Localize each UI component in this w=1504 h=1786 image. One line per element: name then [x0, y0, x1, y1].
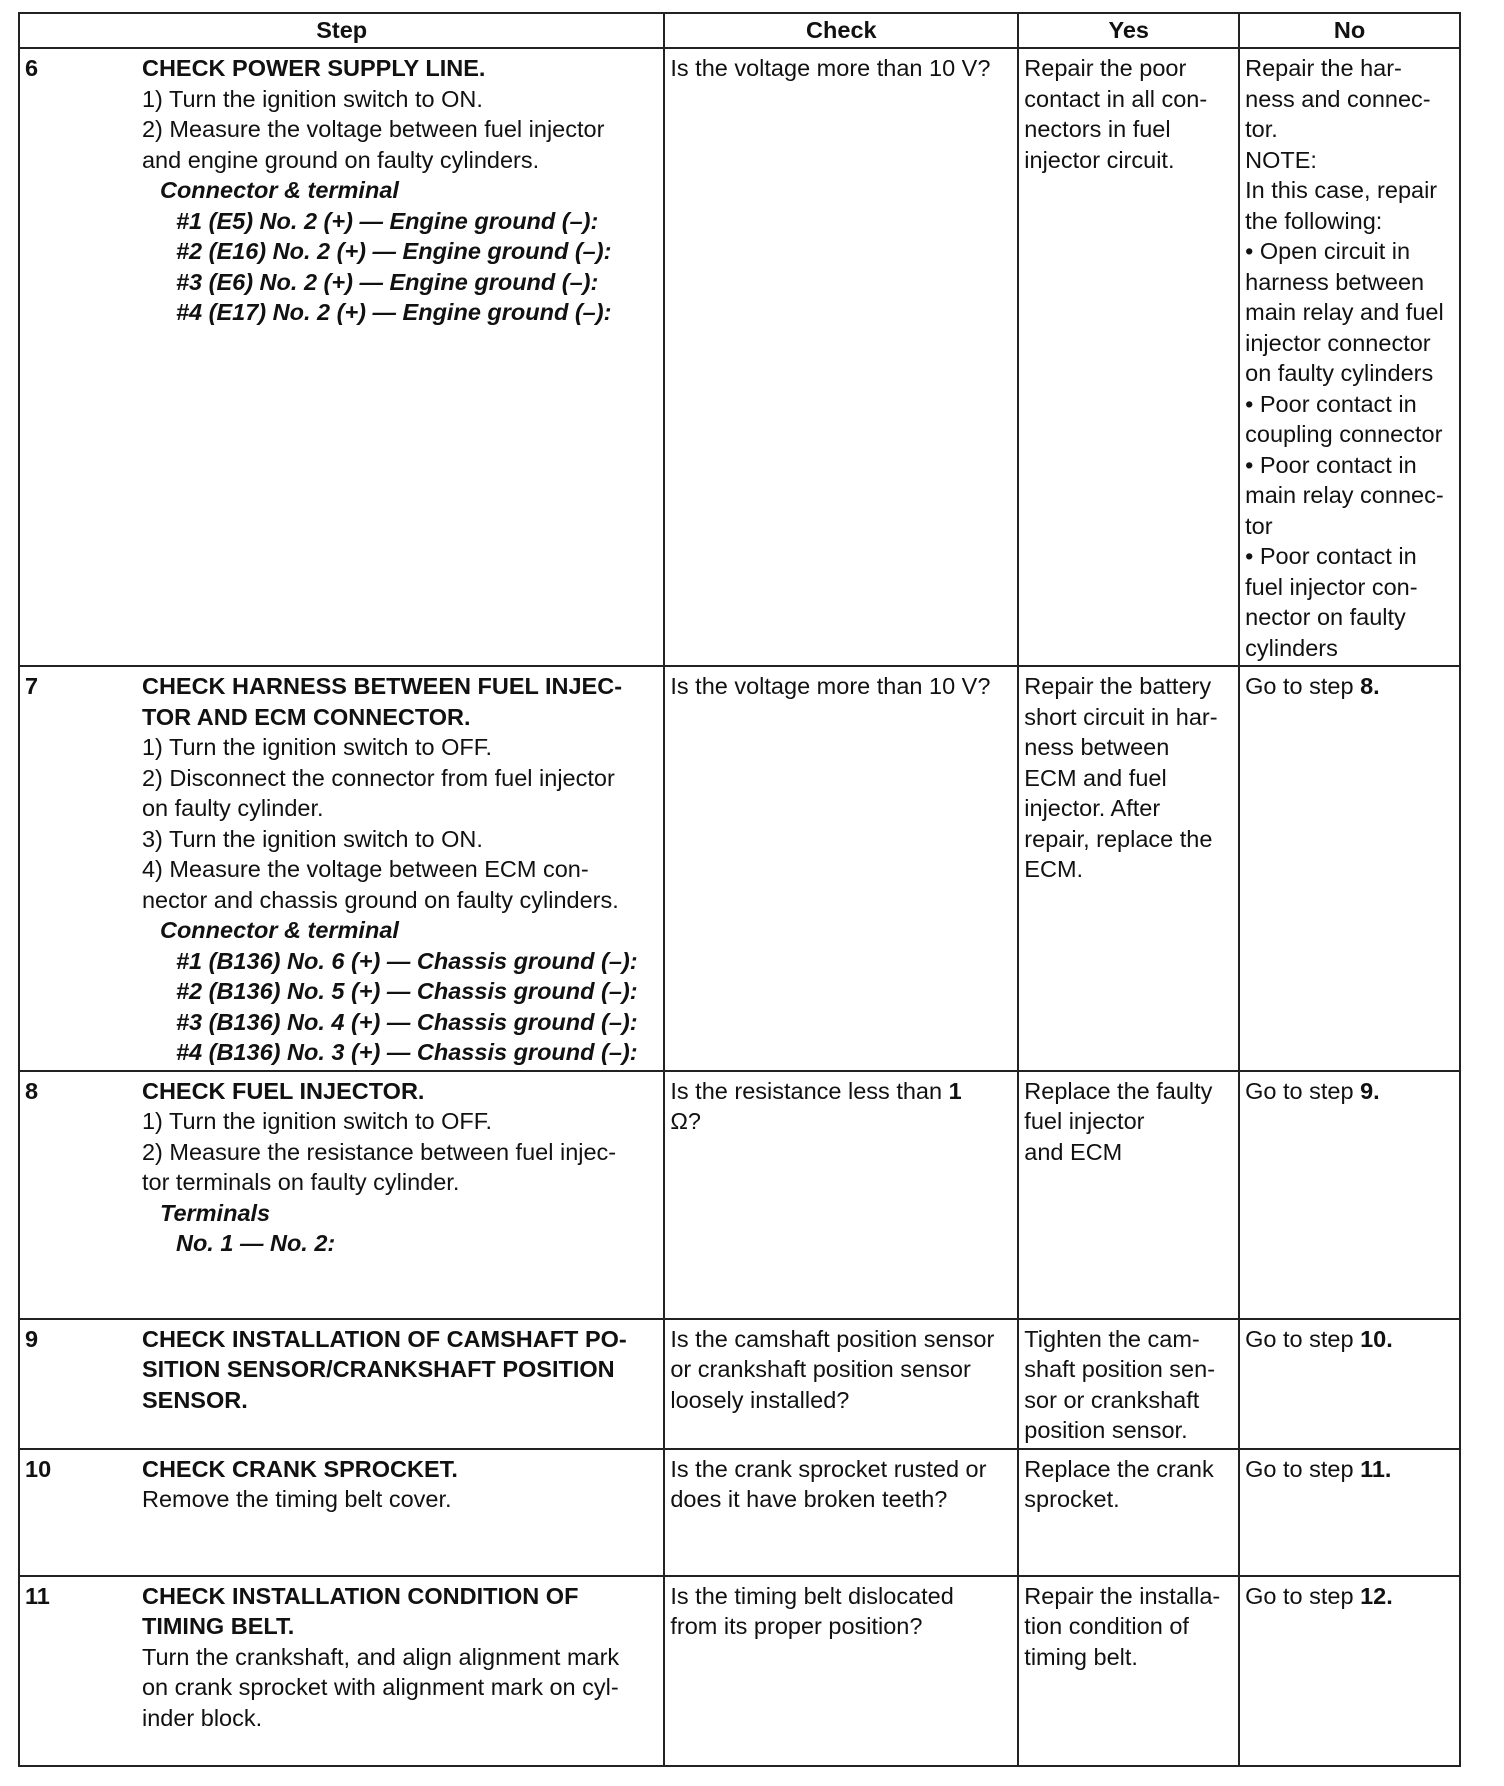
check-cell	[664, 1319, 1018, 1449]
step-row-9	[19, 1319, 1460, 1449]
no-line: NOTE:	[1245, 146, 1317, 173]
yes-line: contact in all con-	[1024, 85, 1208, 112]
yes-line: injector. After	[1024, 795, 1161, 821]
step-description	[137, 1071, 664, 1319]
step-line: on faulty cylinder.	[141, 795, 324, 821]
yes-line: Repair the battery	[1024, 673, 1212, 699]
check-line: does it have broken teeth?	[670, 1486, 948, 1512]
no-line: • Poor contact in	[1245, 390, 1417, 417]
connector-item: #4 (B136) No. 3 (+) — Chassis ground (–):	[175, 1039, 638, 1065]
step-line: Turn the crankshaft, and align alignment mark	[141, 1643, 620, 1670]
check-cell	[664, 1071, 1018, 1319]
yes-line: position sensor.	[1024, 1417, 1188, 1443]
yes-line: tion condition of	[1024, 1613, 1189, 1639]
next-step-number: 8.	[1360, 673, 1380, 699]
no-line: In this case, repair	[1245, 177, 1438, 203]
step-description	[137, 1319, 664, 1449]
no-line: • Poor contact in	[1245, 451, 1417, 478]
step-description	[137, 1576, 664, 1766]
yes-line: sprocket.	[1024, 1486, 1120, 1512]
connector-item: #2 (B136) No. 5 (+) — Chassis ground (–):	[175, 978, 638, 1004]
check-cell	[664, 1449, 1018, 1576]
yes-line: Replace the crank	[1024, 1455, 1214, 1482]
no-line: fuel injector con-	[1245, 573, 1418, 600]
check-line: or crankshaft position sensor	[670, 1356, 971, 1382]
yes-cell	[1018, 1449, 1239, 1576]
step-line: 2) Disconnect the connector from fuel injector	[141, 764, 615, 791]
connector-label: Connector & terminal	[159, 177, 399, 203]
no-cell	[1239, 1449, 1460, 1576]
check-cell	[664, 1576, 1018, 1766]
step-title: CHECK INSTALLATION CONDITION OF	[141, 1582, 579, 1609]
header-yes: Yes	[1018, 13, 1239, 48]
connector-item: #1 (B136) No. 6 (+) — Chassis ground (–):	[175, 947, 638, 974]
step-number: 9	[19, 1319, 137, 1449]
yes-line: injector circuit.	[1024, 146, 1175, 173]
header-check: Check	[664, 13, 1018, 48]
diagnostic-table	[18, 12, 1461, 1767]
step-row-10	[19, 1449, 1460, 1576]
next-step-number: 11.	[1360, 1455, 1392, 1482]
yes-line: sor or crankshaft	[1024, 1386, 1200, 1413]
step-title: TIMING BELT.	[141, 1613, 295, 1639]
step-line: and engine ground on faulty cylinders.	[141, 146, 540, 173]
step-row-7	[19, 666, 1460, 1071]
no-line: on faulty cylinders	[1245, 360, 1434, 386]
yes-line: nectors in fuel	[1024, 116, 1171, 142]
step-line: 2) Measure the resistance between fuel injec-	[141, 1138, 617, 1165]
step-title: SITION SENSOR/CRANKSHAFT POSITION	[141, 1356, 615, 1382]
step-line: 4) Measure the voltage between ECM con-	[141, 856, 589, 882]
header-row	[19, 13, 1460, 48]
step-number: 10	[19, 1449, 137, 1576]
step-line: 1) Turn the ignition switch to OFF.	[141, 734, 493, 760]
connector-label: Connector & terminal	[159, 917, 399, 943]
step-number: 11	[19, 1576, 137, 1766]
no-text: Go to step	[1245, 1455, 1361, 1482]
step-number: 6	[19, 48, 137, 666]
no-cell	[1239, 666, 1460, 1071]
step-description	[137, 1449, 664, 1576]
next-step-number: 10.	[1360, 1325, 1393, 1352]
yes-line: short circuit in har-	[1024, 703, 1218, 730]
step-title: CHECK HARNESS BETWEEN FUEL INJEC-	[141, 673, 623, 699]
yes-line: repair, replace the	[1024, 825, 1213, 852]
connector-item: #4 (E17) No. 2 (+) — Engine ground (–):	[175, 299, 612, 325]
no-line: tor.	[1245, 116, 1278, 142]
step-line: inder block.	[141, 1704, 263, 1731]
no-line: the following:	[1245, 207, 1383, 234]
yes-cell	[1018, 666, 1239, 1071]
connector-item: #2 (E16) No. 2 (+) — Engine ground (–):	[175, 238, 612, 264]
yes-line: Repair the installa-	[1024, 1582, 1221, 1609]
step-line: 3) Turn the ignition switch to ON.	[141, 825, 483, 852]
step-title: SENSOR.	[141, 1386, 248, 1413]
no-text: Go to step	[1245, 1582, 1361, 1609]
no-line: cylinders	[1245, 634, 1338, 661]
check-text: Is the resistance less than	[670, 1077, 949, 1104]
no-line: injector connector	[1245, 329, 1431, 356]
no-cell	[1239, 48, 1460, 666]
yes-cell	[1018, 1071, 1239, 1319]
yes-cell	[1018, 1319, 1239, 1449]
check-line: Is the timing belt dislocated	[670, 1582, 954, 1609]
yes-line: ness between	[1024, 734, 1170, 760]
yes-line: timing belt.	[1024, 1643, 1138, 1670]
terminals-label: Terminals	[159, 1199, 271, 1226]
no-cell	[1239, 1576, 1460, 1766]
step-line: 1) Turn the ignition switch to OFF.	[141, 1108, 493, 1134]
step-row-11	[19, 1576, 1460, 1766]
step-number: 7	[19, 666, 137, 1071]
connector-item: #3 (E6) No. 2 (+) — Engine ground (–):	[175, 268, 599, 295]
step-description	[137, 666, 664, 1071]
no-line: main relay and fuel	[1245, 299, 1444, 325]
step-title: CHECK FUEL INJECTOR.	[141, 1077, 425, 1104]
check-cell: Is the voltage more than 10 V?	[664, 666, 1018, 1071]
next-step-number: 12.	[1360, 1582, 1393, 1609]
terminal-item: No. 1 — No. 2:	[175, 1230, 336, 1256]
step-title: CHECK POWER SUPPLY LINE.	[141, 55, 486, 81]
step-title: CHECK INSTALLATION OF CAMSHAFT PO-	[141, 1325, 627, 1352]
yes-line: fuel injector	[1024, 1108, 1145, 1134]
step-title: CHECK CRANK SPROCKET.	[141, 1455, 458, 1482]
check-unit: Ω?	[670, 1108, 701, 1134]
no-line: Repair the har-	[1245, 55, 1402, 81]
connector-item: #1 (E5) No. 2 (+) — Engine ground (–):	[175, 207, 599, 234]
step-line: nector and chassis ground on faulty cylinders.	[141, 886, 619, 913]
step-line: on crank sprocket with alignment mark on cyl-	[141, 1674, 619, 1700]
yes-line: Tighten the cam-	[1024, 1325, 1200, 1352]
yes-line: shaft position sen-	[1024, 1356, 1216, 1382]
no-line: coupling connector	[1245, 421, 1443, 447]
step-line: 1) Turn the ignition switch to ON.	[141, 85, 483, 112]
next-step-number: 9.	[1360, 1077, 1380, 1104]
check-line: Is the crank sprocket rusted or	[670, 1455, 987, 1482]
yes-line: Repair the poor	[1024, 55, 1187, 81]
no-text: Go to step	[1245, 1325, 1361, 1352]
no-cell	[1239, 1071, 1460, 1319]
header-step: Step	[19, 13, 664, 48]
check-cell: Is the voltage more than 10 V?	[664, 48, 1018, 666]
yes-line: ECM.	[1024, 856, 1084, 882]
check-line: Is the camshaft position sensor	[670, 1325, 995, 1352]
check-value: 1	[948, 1077, 962, 1104]
no-line: harness between	[1245, 268, 1425, 295]
yes-cell	[1018, 1576, 1239, 1766]
step-line: Remove the timing belt cover.	[141, 1486, 452, 1512]
step-title: TOR AND ECM CONNECTOR.	[141, 703, 471, 730]
no-line: • Poor contact in	[1245, 543, 1417, 569]
no-text: Go to step	[1245, 673, 1361, 699]
yes-cell	[1018, 48, 1239, 666]
check-line: from its proper position?	[670, 1613, 923, 1639]
no-line: nector on faulty	[1245, 604, 1406, 630]
no-line: • Open circuit in	[1245, 238, 1411, 264]
no-line: tor	[1245, 512, 1273, 539]
step-number: 8	[19, 1071, 137, 1319]
step-line: tor terminals on faulty cylinder.	[141, 1169, 460, 1195]
check-line: loosely installed?	[670, 1386, 850, 1413]
no-line: main relay connec-	[1245, 482, 1444, 508]
yes-line: and ECM	[1024, 1138, 1123, 1165]
yes-line: Replace the faulty	[1024, 1077, 1213, 1104]
no-text: Go to step	[1245, 1077, 1361, 1104]
header-no: No	[1239, 13, 1460, 48]
no-line: ness and connec-	[1245, 85, 1431, 112]
step-row-6	[19, 48, 1460, 666]
no-cell	[1239, 1319, 1460, 1449]
connector-item: #3 (B136) No. 4 (+) — Chassis ground (–):	[175, 1008, 638, 1035]
step-line: 2) Measure the voltage between fuel injector	[141, 116, 605, 142]
step-description	[137, 48, 664, 666]
step-row-8	[19, 1071, 1460, 1319]
yes-line: ECM and fuel	[1024, 764, 1167, 791]
